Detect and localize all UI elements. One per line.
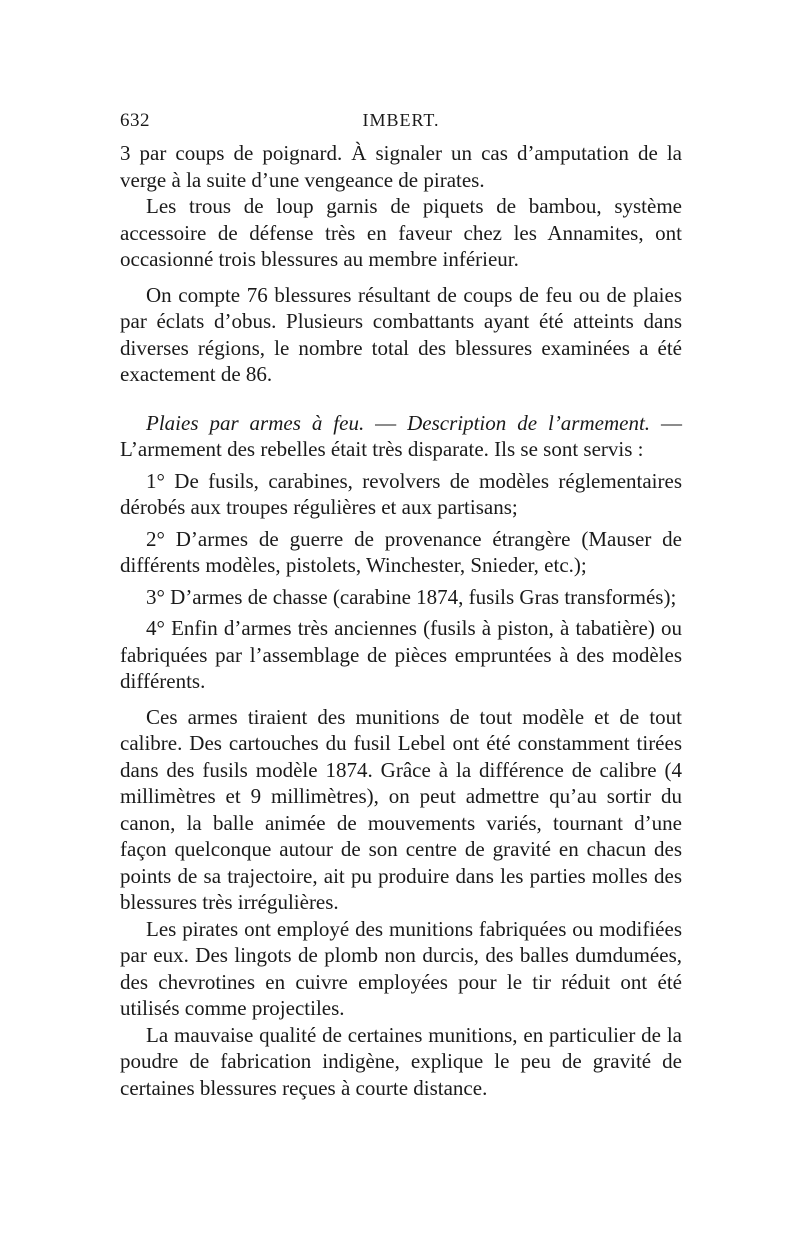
book-page bbox=[120, 110, 682, 1101]
section-heading-armament: Description de l’armement. bbox=[407, 410, 651, 435]
paragraph-1: 3 par coups de poignard. À signaler un cas d’amputation de la verge à la suite d’une vengeance de pirates. bbox=[120, 141, 682, 192]
paragraph-3: On compte 76 blessures résultant de coups de feu ou de plaies par éclats d’obus. Plusieurs combattants ayant été atteints dans diverses régions, le nombre total des blessures examinées a été exactement de 86. bbox=[120, 282, 682, 386]
list-item-1: 1° De fusils, carabines, revolvers de modèles réglementaires dérobés aux troupes régulières et aux partisans; bbox=[120, 468, 682, 519]
paragraph-2: Les trous de loup garnis de piquets de bambou, système accessoire de défense très en faveur chez les Annamites, ont occasionné trois blessures au membre inférieur. bbox=[120, 194, 682, 271]
paragraph-5: Ces armes tiraient des munitions de tout modèle et de tout calibre. Des cartouches du fusil Lebel ont été constamment tirées dans des fusils modèle 1874. Grâce à la différence de calibre (4 millimètres et 9 millimètres), on peut admettre qu’au sortir du canon, la balle animée de mouvements variés, tournant d’une façon quelconque autour de son centre de gravité en chacun des points de sa trajectoire, ait pu produire dans les parties molles des blessures très irrégulières. bbox=[120, 704, 682, 914]
list-item-3: 3° D’armes de chasse (carabine 1874, fusils Gras transformés); bbox=[146, 584, 677, 609]
body-text bbox=[120, 140, 682, 1101]
running-head: IMBERT. bbox=[362, 110, 440, 130]
paragraph-7: La mauvaise qualité de certaines munitions, en particulier de la poudre de fabrication indigène, explique le peu de gravité de certaines blessures reçues à courte distance. bbox=[120, 1022, 682, 1100]
paragraph-6: Les pirates ont employé des munitions fabriquées ou modifiées par eux. Des lingots de plomb non durcis, des balles dumdumées, des chevrotines en cuivre employées pour le tir réduit ont été utilisés comme projectiles. bbox=[120, 916, 682, 1020]
paragraph-4 bbox=[120, 410, 682, 463]
page-header bbox=[120, 110, 682, 140]
heading-dash-2: — bbox=[650, 410, 682, 435]
section-heading-firearm-wounds: Plaies par armes à feu. bbox=[146, 410, 365, 435]
list-item-2: 2° D’armes de guerre de provenance étrangère (Mauser de différents modèles, pistolets, Winchester, Snieder, etc.); bbox=[120, 526, 682, 577]
paragraph-4-text: L’armement des rebelles était très disparate. Ils se sont servis : bbox=[120, 437, 644, 461]
page-number: 632 bbox=[120, 110, 150, 131]
list-item-4: 4° Enfin d’armes très anciennes (fusils à piston, à tabatière) ou fabriquées par l’assemblage de pièces empruntées à des modèles différents. bbox=[120, 616, 682, 693]
heading-dash-1: — bbox=[364, 410, 408, 435]
